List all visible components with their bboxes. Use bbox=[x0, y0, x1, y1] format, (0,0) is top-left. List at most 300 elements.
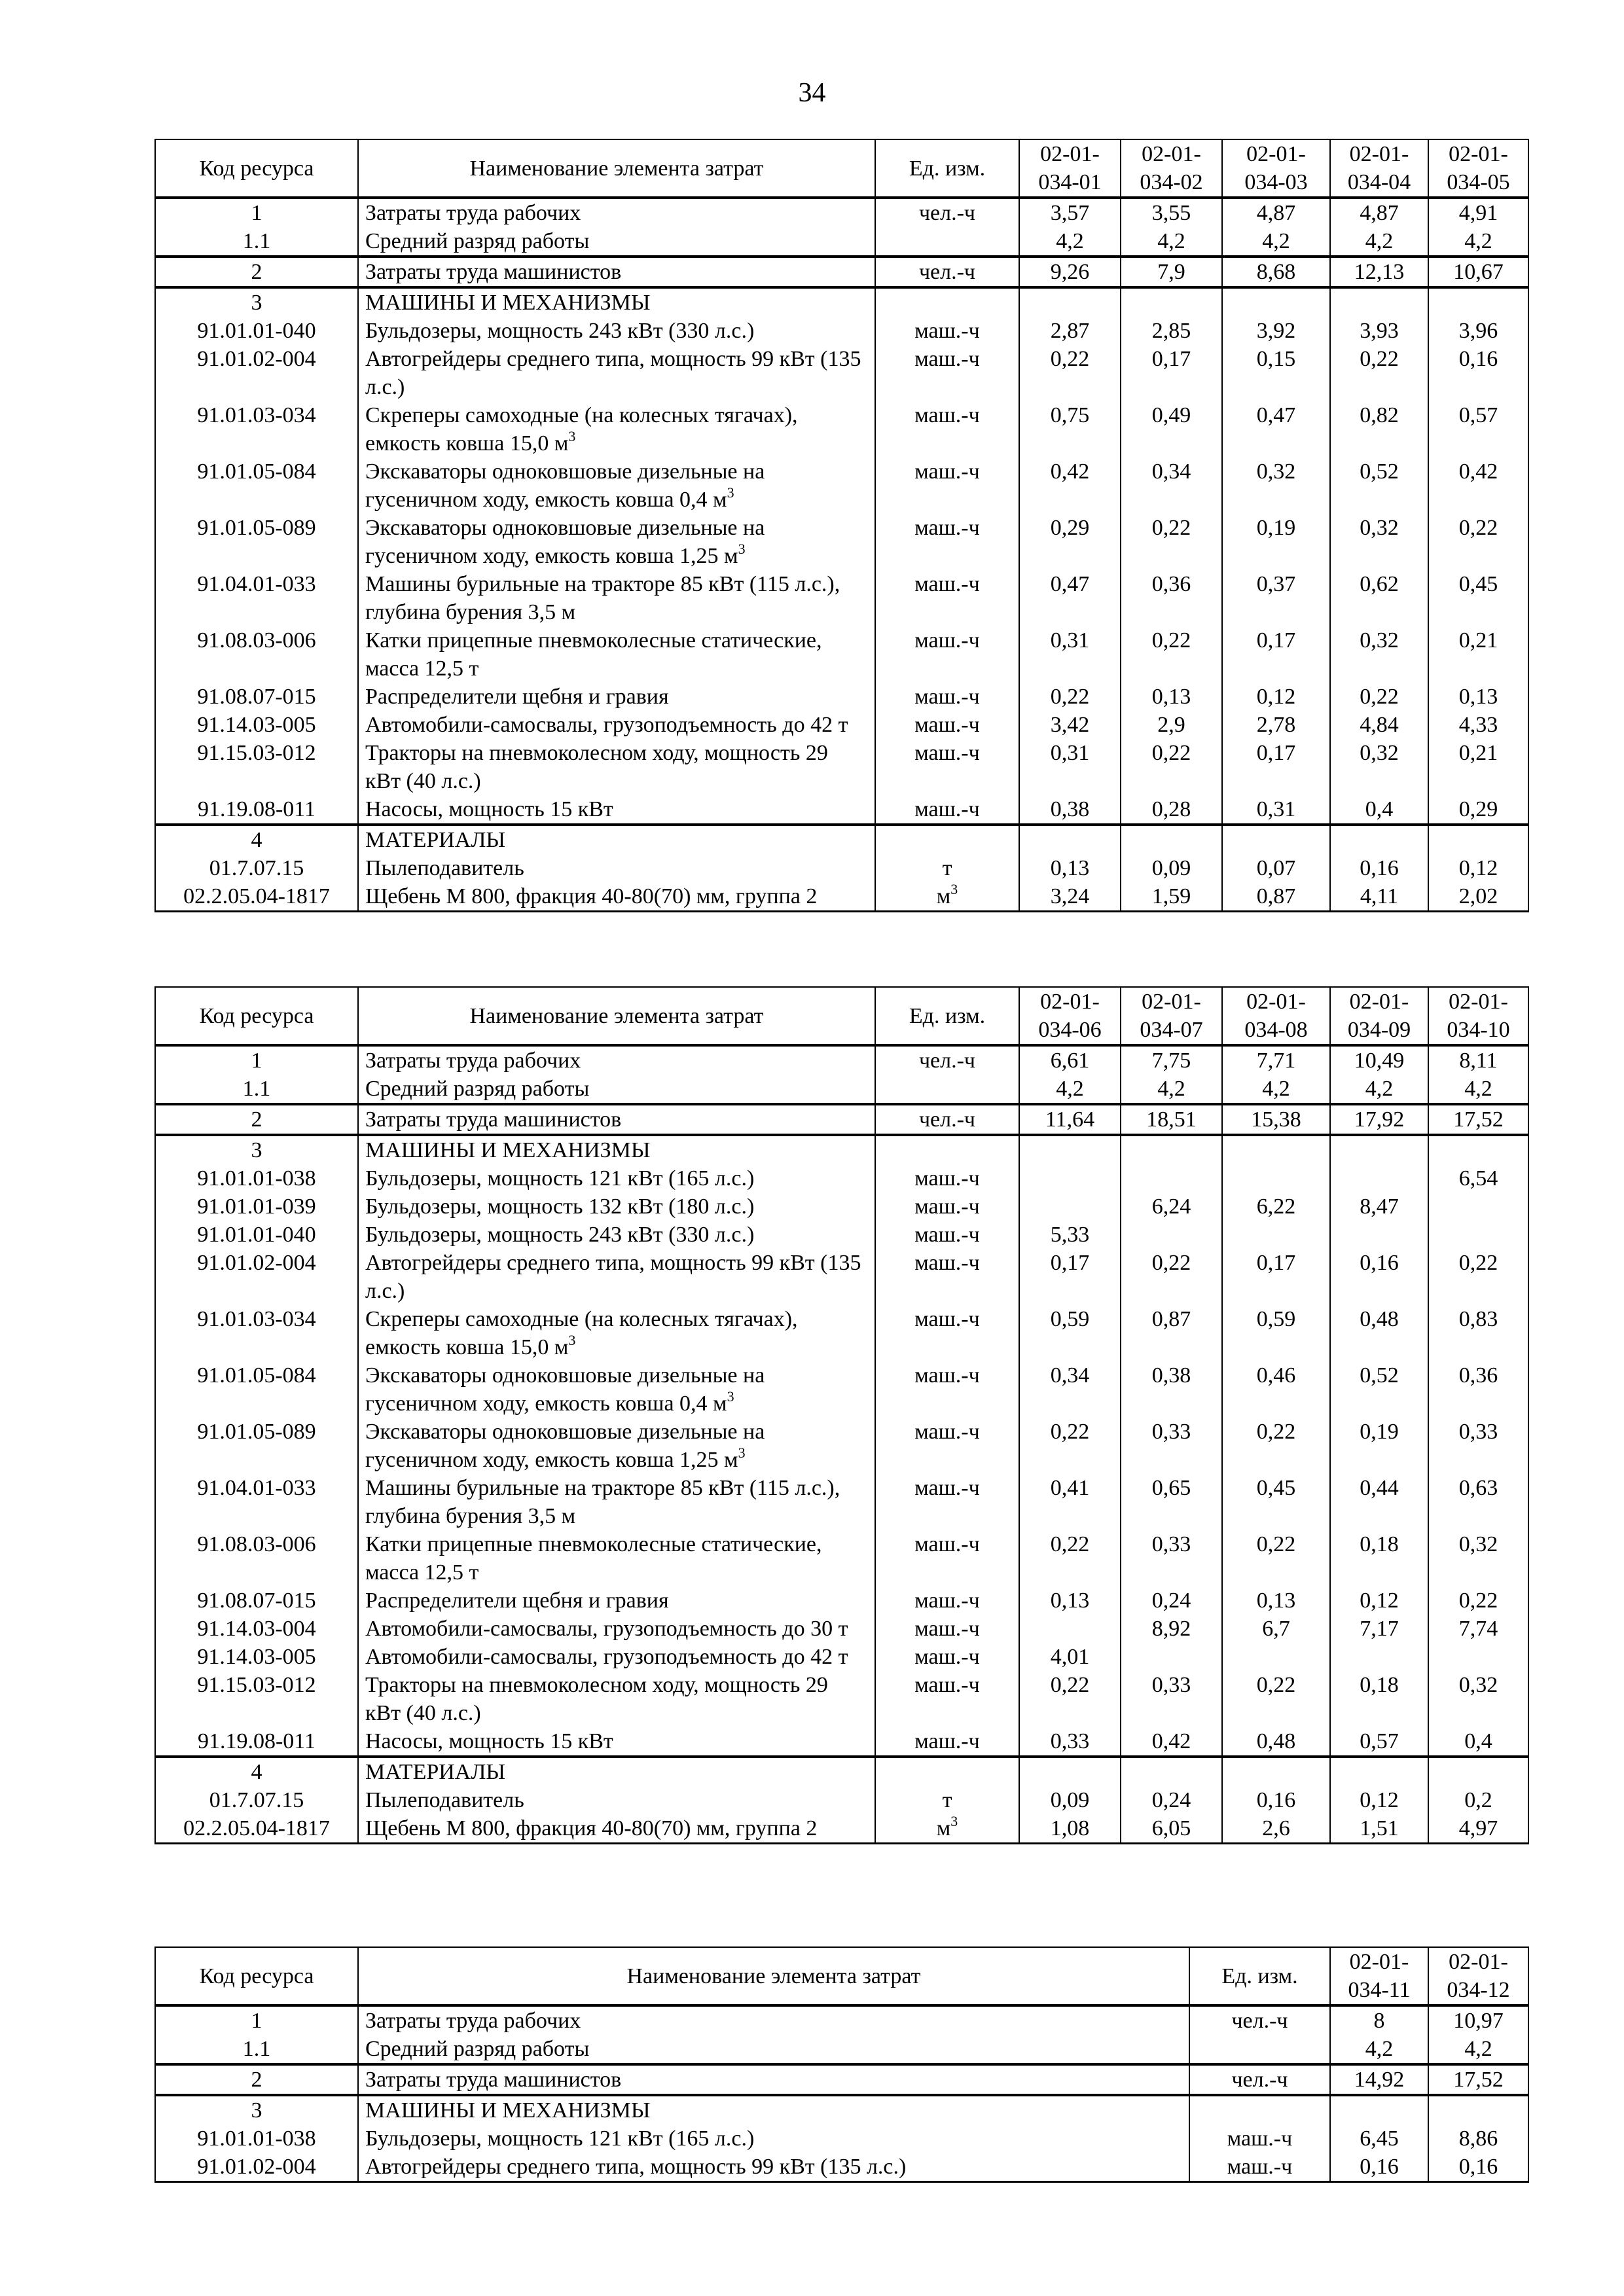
value-cell bbox=[1121, 287, 1222, 317]
value-cell: 0,29 bbox=[1428, 795, 1528, 825]
unit-text: маш.-ч bbox=[914, 572, 980, 596]
cost-element-name bbox=[358, 882, 875, 912]
table-row bbox=[155, 570, 1528, 626]
value-cell: 7,9 bbox=[1121, 257, 1222, 287]
value-cell: 0,65 bbox=[1121, 1474, 1222, 1530]
resource-code: 1 bbox=[155, 1045, 358, 1075]
unit-text: чел.-ч bbox=[918, 1049, 976, 1073]
cost-element-name bbox=[358, 854, 875, 882]
value-cell: 2,85 bbox=[1121, 317, 1222, 345]
value-cell: 3,42 bbox=[1019, 711, 1121, 739]
value-cell: 6,61 bbox=[1019, 1045, 1121, 1075]
resource-code: 2 bbox=[155, 2064, 358, 2095]
value-cell: 0,16 bbox=[1428, 345, 1528, 401]
header-column-code: 02-01-034-07 bbox=[1121, 987, 1222, 1045]
cost-element-text: Пылеподавитель bbox=[365, 856, 524, 880]
value-cell: 6,7 bbox=[1222, 1615, 1330, 1643]
table-row bbox=[155, 882, 1528, 912]
value-cell: 4,33 bbox=[1428, 711, 1528, 739]
value-cell: 6,05 bbox=[1121, 1814, 1222, 1844]
value-cell: 4,2 bbox=[1330, 2035, 1428, 2064]
value-cell bbox=[1428, 825, 1528, 854]
table-row bbox=[155, 2035, 1528, 2064]
unit-cell bbox=[875, 1727, 1019, 1757]
cost-element-name bbox=[358, 1671, 875, 1727]
value-cell: 0,83 bbox=[1428, 1305, 1528, 1361]
unit-text: маш.-ч bbox=[914, 1251, 980, 1275]
value-cell: 0,17 bbox=[1019, 1249, 1121, 1305]
cost-element-text: Щебень М 800, фракция 40-80(70) мм, группа 2 bbox=[365, 1816, 818, 1840]
value-cell bbox=[1428, 1221, 1528, 1249]
value-cell: 12,13 bbox=[1330, 257, 1428, 287]
value-cell bbox=[1428, 1135, 1528, 1164]
cost-element-text: Катки прицепные пневмоколесные статические, масса 12,5 т bbox=[365, 628, 822, 681]
value-cell: 0,36 bbox=[1121, 570, 1222, 626]
value-cell: 4,97 bbox=[1428, 1814, 1528, 1844]
value-cell: 0,37 bbox=[1222, 570, 1330, 626]
cost-element-text: Затраты труда рабочих bbox=[365, 2009, 581, 2033]
resource-code: 02.2.05.04-1817 bbox=[155, 1814, 358, 1844]
section-heading-row bbox=[155, 1757, 1528, 1786]
unit-cell bbox=[875, 570, 1019, 626]
value-cell: 0,33 bbox=[1121, 1671, 1222, 1727]
value-cell: 1,59 bbox=[1121, 882, 1222, 912]
value-cell: 0,32 bbox=[1428, 1671, 1528, 1727]
unit-cell bbox=[875, 1643, 1019, 1671]
value-cell: 4,2 bbox=[1019, 227, 1121, 257]
value-cell: 0,29 bbox=[1019, 514, 1121, 570]
cost-element-name bbox=[358, 1193, 875, 1221]
value-cell: 0,13 bbox=[1019, 1587, 1121, 1615]
cost-element-name bbox=[358, 1643, 875, 1671]
value-cell bbox=[1222, 1221, 1330, 1249]
value-cell: 0,19 bbox=[1222, 514, 1330, 570]
cost-element-name bbox=[358, 1786, 875, 1814]
cost-element-name bbox=[358, 401, 875, 457]
resource-code: 91.08.07-015 bbox=[155, 1587, 358, 1615]
cost-element-text: Автомобили-самосвалы, грузоподъемность до 42 т bbox=[365, 1645, 848, 1669]
value-cell: 0,21 bbox=[1428, 739, 1528, 795]
value-cell: 0,16 bbox=[1330, 1249, 1428, 1305]
header-unit: Ед. изм. bbox=[875, 139, 1019, 198]
unit-text: маш.-ч bbox=[914, 1307, 980, 1331]
resource-code: 01.7.07.15 bbox=[155, 1786, 358, 1814]
table-row bbox=[155, 1045, 1528, 1075]
table-row bbox=[155, 2153, 1528, 2182]
value-cell: 10,67 bbox=[1428, 257, 1528, 287]
value-cell bbox=[1222, 1643, 1330, 1671]
cost-element-text: МАТЕРИАЛЫ bbox=[365, 1760, 506, 1784]
value-cell: 0,48 bbox=[1330, 1305, 1428, 1361]
cost-element-name bbox=[358, 257, 875, 287]
value-cell: 15,38 bbox=[1222, 1104, 1330, 1135]
cost-element-text: Насосы, мощность 15 кВт bbox=[365, 797, 613, 821]
table-row bbox=[155, 514, 1528, 570]
unit-cell bbox=[875, 711, 1019, 739]
value-cell: 0,45 bbox=[1222, 1474, 1330, 1530]
unit-cell bbox=[875, 1418, 1019, 1474]
value-cell bbox=[1121, 1135, 1222, 1164]
table-row bbox=[155, 1249, 1528, 1305]
cost-element-name bbox=[358, 2035, 1189, 2064]
cost-element-text: Автогрейдеры среднего типа, мощность 99 кВт (135 л.с.) bbox=[365, 1251, 861, 1303]
value-cell: 0,22 bbox=[1222, 1418, 1330, 1474]
header-column-code: 02-01-034-03 bbox=[1222, 139, 1330, 198]
cost-element-text: Пылеподавитель bbox=[365, 1788, 524, 1812]
value-cell: 4,2 bbox=[1428, 227, 1528, 257]
cost-element-name bbox=[358, 1104, 875, 1135]
resource-code: 91.15.03-012 bbox=[155, 739, 358, 795]
cost-element-name bbox=[358, 2064, 1189, 2095]
value-cell: 0,32 bbox=[1222, 457, 1330, 514]
value-cell: 4,2 bbox=[1428, 1075, 1528, 1104]
resource-table-2 bbox=[154, 986, 1529, 1844]
table-row bbox=[155, 1221, 1528, 1249]
value-cell: 1,51 bbox=[1330, 1814, 1428, 1844]
unit-cell bbox=[875, 1361, 1019, 1418]
value-cell: 0,57 bbox=[1428, 401, 1528, 457]
unit-cell bbox=[875, 1587, 1019, 1615]
cost-element-text: Бульдозеры, мощность 121 кВт (165 л.с.) bbox=[365, 1166, 755, 1191]
value-cell: 4,87 bbox=[1330, 198, 1428, 227]
header-column-code: 02-01-034-09 bbox=[1330, 987, 1428, 1045]
table-row bbox=[155, 1075, 1528, 1104]
cost-element-text: Средний разряд работы bbox=[365, 2037, 590, 2061]
unit-cell bbox=[875, 1474, 1019, 1530]
unit-text: маш.-ч bbox=[914, 1532, 980, 1556]
value-cell: 3,96 bbox=[1428, 317, 1528, 345]
table-row bbox=[155, 457, 1528, 514]
resource-code: 1.1 bbox=[155, 1075, 358, 1104]
cost-element-name bbox=[358, 2095, 1189, 2125]
value-cell: 0,21 bbox=[1428, 626, 1528, 683]
cost-element-text: Насосы, мощность 15 кВт bbox=[365, 1729, 613, 1753]
value-cell: 0,22 bbox=[1019, 683, 1121, 711]
header-unit: Ед. изм. bbox=[875, 987, 1019, 1045]
cost-element-text: Средний разряд работы bbox=[365, 229, 590, 253]
value-cell: 7,74 bbox=[1428, 1615, 1528, 1643]
unit-text: м bbox=[936, 884, 951, 908]
table-row bbox=[155, 1474, 1528, 1530]
unit-text: т bbox=[942, 1788, 952, 1812]
superscript: 3 bbox=[568, 1332, 576, 1348]
value-cell: 0,22 bbox=[1428, 514, 1528, 570]
resource-code: 3 bbox=[155, 287, 358, 317]
section-heading-row bbox=[155, 1135, 1528, 1164]
unit-cell bbox=[875, 1786, 1019, 1814]
value-cell: 3,93 bbox=[1330, 317, 1428, 345]
value-cell: 17,92 bbox=[1330, 1104, 1428, 1135]
value-cell: 2,9 bbox=[1121, 711, 1222, 739]
resource-code: 4 bbox=[155, 825, 358, 854]
cost-element-name bbox=[358, 1075, 875, 1104]
cost-element-name bbox=[358, 514, 875, 570]
resource-code: 1.1 bbox=[155, 227, 358, 257]
value-cell: 0,18 bbox=[1330, 1671, 1428, 1727]
unit-text: маш.-ч bbox=[914, 1166, 980, 1191]
unit-cell bbox=[1189, 2035, 1330, 2064]
table-row bbox=[155, 1361, 1528, 1418]
value-cell: 18,51 bbox=[1121, 1104, 1222, 1135]
unit-cell bbox=[875, 854, 1019, 882]
value-cell: 2,6 bbox=[1222, 1814, 1330, 1844]
value-cell: 0,47 bbox=[1222, 401, 1330, 457]
unit-cell bbox=[875, 1615, 1019, 1643]
table-row bbox=[155, 2005, 1528, 2035]
unit-text: маш.-ч bbox=[914, 1223, 980, 1247]
value-cell bbox=[1428, 2095, 1528, 2125]
value-cell: 0,32 bbox=[1330, 739, 1428, 795]
unit-text: маш.-ч bbox=[914, 1420, 980, 1444]
unit-cell bbox=[875, 345, 1019, 401]
value-cell: 0,12 bbox=[1222, 683, 1330, 711]
cost-element-text: Скреперы самоходные (на колесных тягачах), емкость ковша 15,0 м bbox=[365, 1307, 798, 1359]
value-cell: 0,34 bbox=[1019, 1361, 1121, 1418]
cost-element-text: Экскаваторы одноковшовые дизельные на гусеничном ходу, емкость ковша 0,4 м bbox=[365, 459, 765, 512]
header-column-code: 02-01-034-08 bbox=[1222, 987, 1330, 1045]
value-cell: 6,24 bbox=[1121, 1193, 1222, 1221]
unit-text: маш.-ч bbox=[914, 1588, 980, 1613]
cost-element-name bbox=[358, 1164, 875, 1193]
value-cell bbox=[1330, 1643, 1428, 1671]
cost-element-name bbox=[358, 227, 875, 257]
value-cell: 0,2 bbox=[1428, 1786, 1528, 1814]
value-cell bbox=[1330, 1221, 1428, 1249]
resource-code: 3 bbox=[155, 2095, 358, 2125]
cost-element-text: Тракторы на пневмоколесном ходу, мощность 29 кВт (40 л.с.) bbox=[365, 1673, 828, 1725]
cost-element-name bbox=[358, 457, 875, 514]
value-cell: 0,75 bbox=[1019, 401, 1121, 457]
unit-cell bbox=[875, 683, 1019, 711]
value-cell: 6,22 bbox=[1222, 1193, 1330, 1221]
header-name: Наименование элемента затрат bbox=[358, 987, 875, 1045]
table-row bbox=[155, 1786, 1528, 1814]
unit-text: маш.-ч bbox=[914, 1729, 980, 1753]
resource-code: 91.01.03-034 bbox=[155, 1305, 358, 1361]
resource-table-1 bbox=[154, 139, 1529, 912]
table-row bbox=[155, 1193, 1528, 1221]
value-cell bbox=[1019, 287, 1121, 317]
cost-element-name bbox=[358, 683, 875, 711]
cost-element-text: Скреперы самоходные (на колесных тягачах), емкость ковша 15,0 м bbox=[365, 403, 798, 456]
table-row bbox=[155, 795, 1528, 825]
cost-element-name bbox=[358, 1135, 875, 1164]
cost-element-text: Тракторы на пневмоколесном ходу, мощность 29 кВт (40 л.с.) bbox=[365, 741, 828, 793]
table-row bbox=[155, 257, 1528, 287]
resource-code: 91.01.02-004 bbox=[155, 345, 358, 401]
resource-code: 3 bbox=[155, 1135, 358, 1164]
cost-element-name bbox=[358, 1361, 875, 1418]
cost-element-text: Экскаваторы одноковшовые дизельные на гусеничном ходу, емкость ковша 1,25 м bbox=[365, 1420, 765, 1472]
unit-cell bbox=[875, 1757, 1019, 1786]
value-cell: 9,26 bbox=[1019, 257, 1121, 287]
value-cell: 0,09 bbox=[1121, 854, 1222, 882]
value-cell: 0,48 bbox=[1222, 1727, 1330, 1757]
value-cell bbox=[1222, 287, 1330, 317]
resource-code: 91.14.03-004 bbox=[155, 1615, 358, 1643]
value-cell: 0,4 bbox=[1330, 795, 1428, 825]
unit-text: маш.-ч bbox=[914, 319, 980, 343]
value-cell: 0,12 bbox=[1330, 1786, 1428, 1814]
resource-code: 91.01.05-089 bbox=[155, 1418, 358, 1474]
value-cell: 0,22 bbox=[1330, 345, 1428, 401]
unit-text: маш.-ч bbox=[914, 713, 980, 737]
unit-text: чел.-ч bbox=[1231, 2068, 1288, 2092]
section-heading-row bbox=[155, 825, 1528, 854]
value-cell bbox=[1330, 1135, 1428, 1164]
table-row bbox=[155, 1305, 1528, 1361]
unit-cell bbox=[875, 317, 1019, 345]
value-cell: 0,22 bbox=[1428, 1249, 1528, 1305]
value-cell: 0,44 bbox=[1330, 1474, 1428, 1530]
unit-text: маш.-ч bbox=[914, 1673, 980, 1697]
cost-element-text: Автомобили-самосвалы, грузоподъемность до 42 т bbox=[365, 713, 848, 737]
value-cell: 0,33 bbox=[1019, 1727, 1121, 1757]
unit-cell bbox=[875, 1249, 1019, 1305]
header-name: Наименование элемента затрат bbox=[358, 139, 875, 198]
value-cell: 4,84 bbox=[1330, 711, 1428, 739]
header-code: Код ресурса bbox=[155, 987, 358, 1045]
header-column-code: 02-01-034-06 bbox=[1019, 987, 1121, 1045]
value-cell: 0,87 bbox=[1121, 1305, 1222, 1361]
value-cell: 0,46 bbox=[1222, 1361, 1330, 1418]
value-cell: 4,2 bbox=[1330, 1075, 1428, 1104]
resource-code: 02.2.05.04-1817 bbox=[155, 882, 358, 912]
cost-element-name bbox=[358, 2005, 1189, 2035]
value-cell: 0,38 bbox=[1121, 1361, 1222, 1418]
resource-code: 1.1 bbox=[155, 2035, 358, 2064]
value-cell: 0,42 bbox=[1019, 457, 1121, 514]
cost-element-name bbox=[358, 1587, 875, 1615]
cost-element-name bbox=[358, 570, 875, 626]
value-cell: 0,42 bbox=[1428, 457, 1528, 514]
unit-cell bbox=[875, 198, 1019, 227]
cost-element-name bbox=[358, 1757, 875, 1786]
table-row bbox=[155, 2125, 1528, 2153]
resource-code: 91.08.03-006 bbox=[155, 626, 358, 683]
value-cell: 8 bbox=[1330, 2005, 1428, 2035]
unit-cell bbox=[875, 1671, 1019, 1727]
unit-cell bbox=[875, 882, 1019, 912]
resource-code: 4 bbox=[155, 1757, 358, 1786]
value-cell bbox=[1330, 825, 1428, 854]
resource-code: 91.01.01-039 bbox=[155, 1193, 358, 1221]
value-cell bbox=[1222, 1164, 1330, 1193]
value-cell: 17,52 bbox=[1428, 2064, 1528, 2095]
resource-code: 91.01.05-089 bbox=[155, 514, 358, 570]
cost-element-name bbox=[358, 626, 875, 683]
value-cell: 0,47 bbox=[1019, 570, 1121, 626]
value-cell: 7,75 bbox=[1121, 1045, 1222, 1075]
value-cell: 1,08 bbox=[1019, 1814, 1121, 1844]
resource-code: 2 bbox=[155, 1104, 358, 1135]
value-cell bbox=[1222, 1757, 1330, 1786]
resource-code: 91.19.08-011 bbox=[155, 1727, 358, 1757]
unit-text: маш.-ч bbox=[914, 347, 980, 371]
cost-element-text: Затраты труда рабочих bbox=[365, 201, 581, 225]
table-row bbox=[155, 1615, 1528, 1643]
value-cell bbox=[1121, 1164, 1222, 1193]
resource-code: 91.01.01-038 bbox=[155, 1164, 358, 1193]
value-cell: 0,32 bbox=[1330, 514, 1428, 570]
value-cell bbox=[1330, 287, 1428, 317]
value-cell: 0,59 bbox=[1222, 1305, 1330, 1361]
cost-element-text: Экскаваторы одноковшовые дизельные на гусеничном ходу, емкость ковша 1,25 м bbox=[365, 516, 765, 568]
resource-code: 91.19.08-011 bbox=[155, 795, 358, 825]
unit-text: маш.-ч bbox=[914, 628, 980, 653]
value-cell: 8,86 bbox=[1428, 2125, 1528, 2153]
unit-cell bbox=[1189, 2005, 1330, 2035]
value-cell: 8,68 bbox=[1222, 257, 1330, 287]
unit-cell bbox=[1189, 2153, 1330, 2182]
table-row bbox=[155, 854, 1528, 882]
cost-element-text: Бульдозеры, мощность 243 кВт (330 л.с.) bbox=[365, 1223, 755, 1247]
unit-cell bbox=[875, 401, 1019, 457]
unit-cell bbox=[875, 1221, 1019, 1249]
value-cell: 4,2 bbox=[1428, 2035, 1528, 2064]
value-cell: 0,24 bbox=[1121, 1587, 1222, 1615]
resource-code: 91.01.02-004 bbox=[155, 1249, 358, 1305]
value-cell: 0,17 bbox=[1222, 626, 1330, 683]
cost-element-text: Распределители щебня и гравия bbox=[365, 685, 669, 709]
table-row bbox=[155, 739, 1528, 795]
value-cell bbox=[1019, 1615, 1121, 1643]
value-cell: 8,47 bbox=[1330, 1193, 1428, 1221]
table-row bbox=[155, 1530, 1528, 1587]
value-cell: 0,22 bbox=[1330, 683, 1428, 711]
superscript: 3 bbox=[738, 1444, 746, 1461]
table-row bbox=[155, 317, 1528, 345]
resource-code: 91.08.07-015 bbox=[155, 683, 358, 711]
value-cell: 0,33 bbox=[1121, 1418, 1222, 1474]
cost-element-name bbox=[358, 1221, 875, 1249]
value-cell: 0,22 bbox=[1121, 514, 1222, 570]
unit-cell bbox=[875, 1045, 1019, 1075]
unit-text: маш.-ч bbox=[914, 1645, 980, 1669]
value-cell: 0,28 bbox=[1121, 795, 1222, 825]
table-row bbox=[155, 198, 1528, 227]
value-cell: 8,92 bbox=[1121, 1615, 1222, 1643]
header-name: Наименование элемента затрат bbox=[358, 1947, 1189, 2005]
resource-code: 91.01.01-038 bbox=[155, 2125, 358, 2153]
value-cell: 0,59 bbox=[1019, 1305, 1121, 1361]
cost-element-name bbox=[358, 739, 875, 795]
table-row bbox=[155, 1814, 1528, 1844]
cost-element-text: МАШИНЫ И МЕХАНИЗМЫ bbox=[365, 291, 651, 315]
value-cell: 0,13 bbox=[1428, 683, 1528, 711]
unit-text: маш.-ч bbox=[1227, 2126, 1293, 2151]
value-cell: 0,16 bbox=[1428, 2153, 1528, 2182]
cost-element-name bbox=[358, 1814, 875, 1844]
value-cell: 0,16 bbox=[1222, 1786, 1330, 1814]
cost-element-text: Распределители щебня и гравия bbox=[365, 1588, 669, 1613]
cost-element-text: Затраты труда машинистов bbox=[365, 2068, 622, 2092]
unit-text: маш.-ч bbox=[914, 1617, 980, 1641]
unit-cell bbox=[875, 739, 1019, 795]
value-cell: 4,11 bbox=[1330, 882, 1428, 912]
value-cell: 0,57 bbox=[1330, 1727, 1428, 1757]
value-cell bbox=[1019, 1193, 1121, 1221]
header-column-code: 02-01-034-01 bbox=[1019, 139, 1121, 198]
value-cell: 10,49 bbox=[1330, 1045, 1428, 1075]
unit-text: маш.-ч bbox=[914, 1476, 980, 1500]
value-cell: 0,33 bbox=[1121, 1530, 1222, 1587]
unit-text: маш.-ч bbox=[914, 797, 980, 821]
value-cell: 0,22 bbox=[1222, 1530, 1330, 1587]
cost-element-name bbox=[358, 198, 875, 227]
cost-element-name bbox=[358, 345, 875, 401]
header-column-code: 02-01-034-10 bbox=[1428, 987, 1528, 1045]
